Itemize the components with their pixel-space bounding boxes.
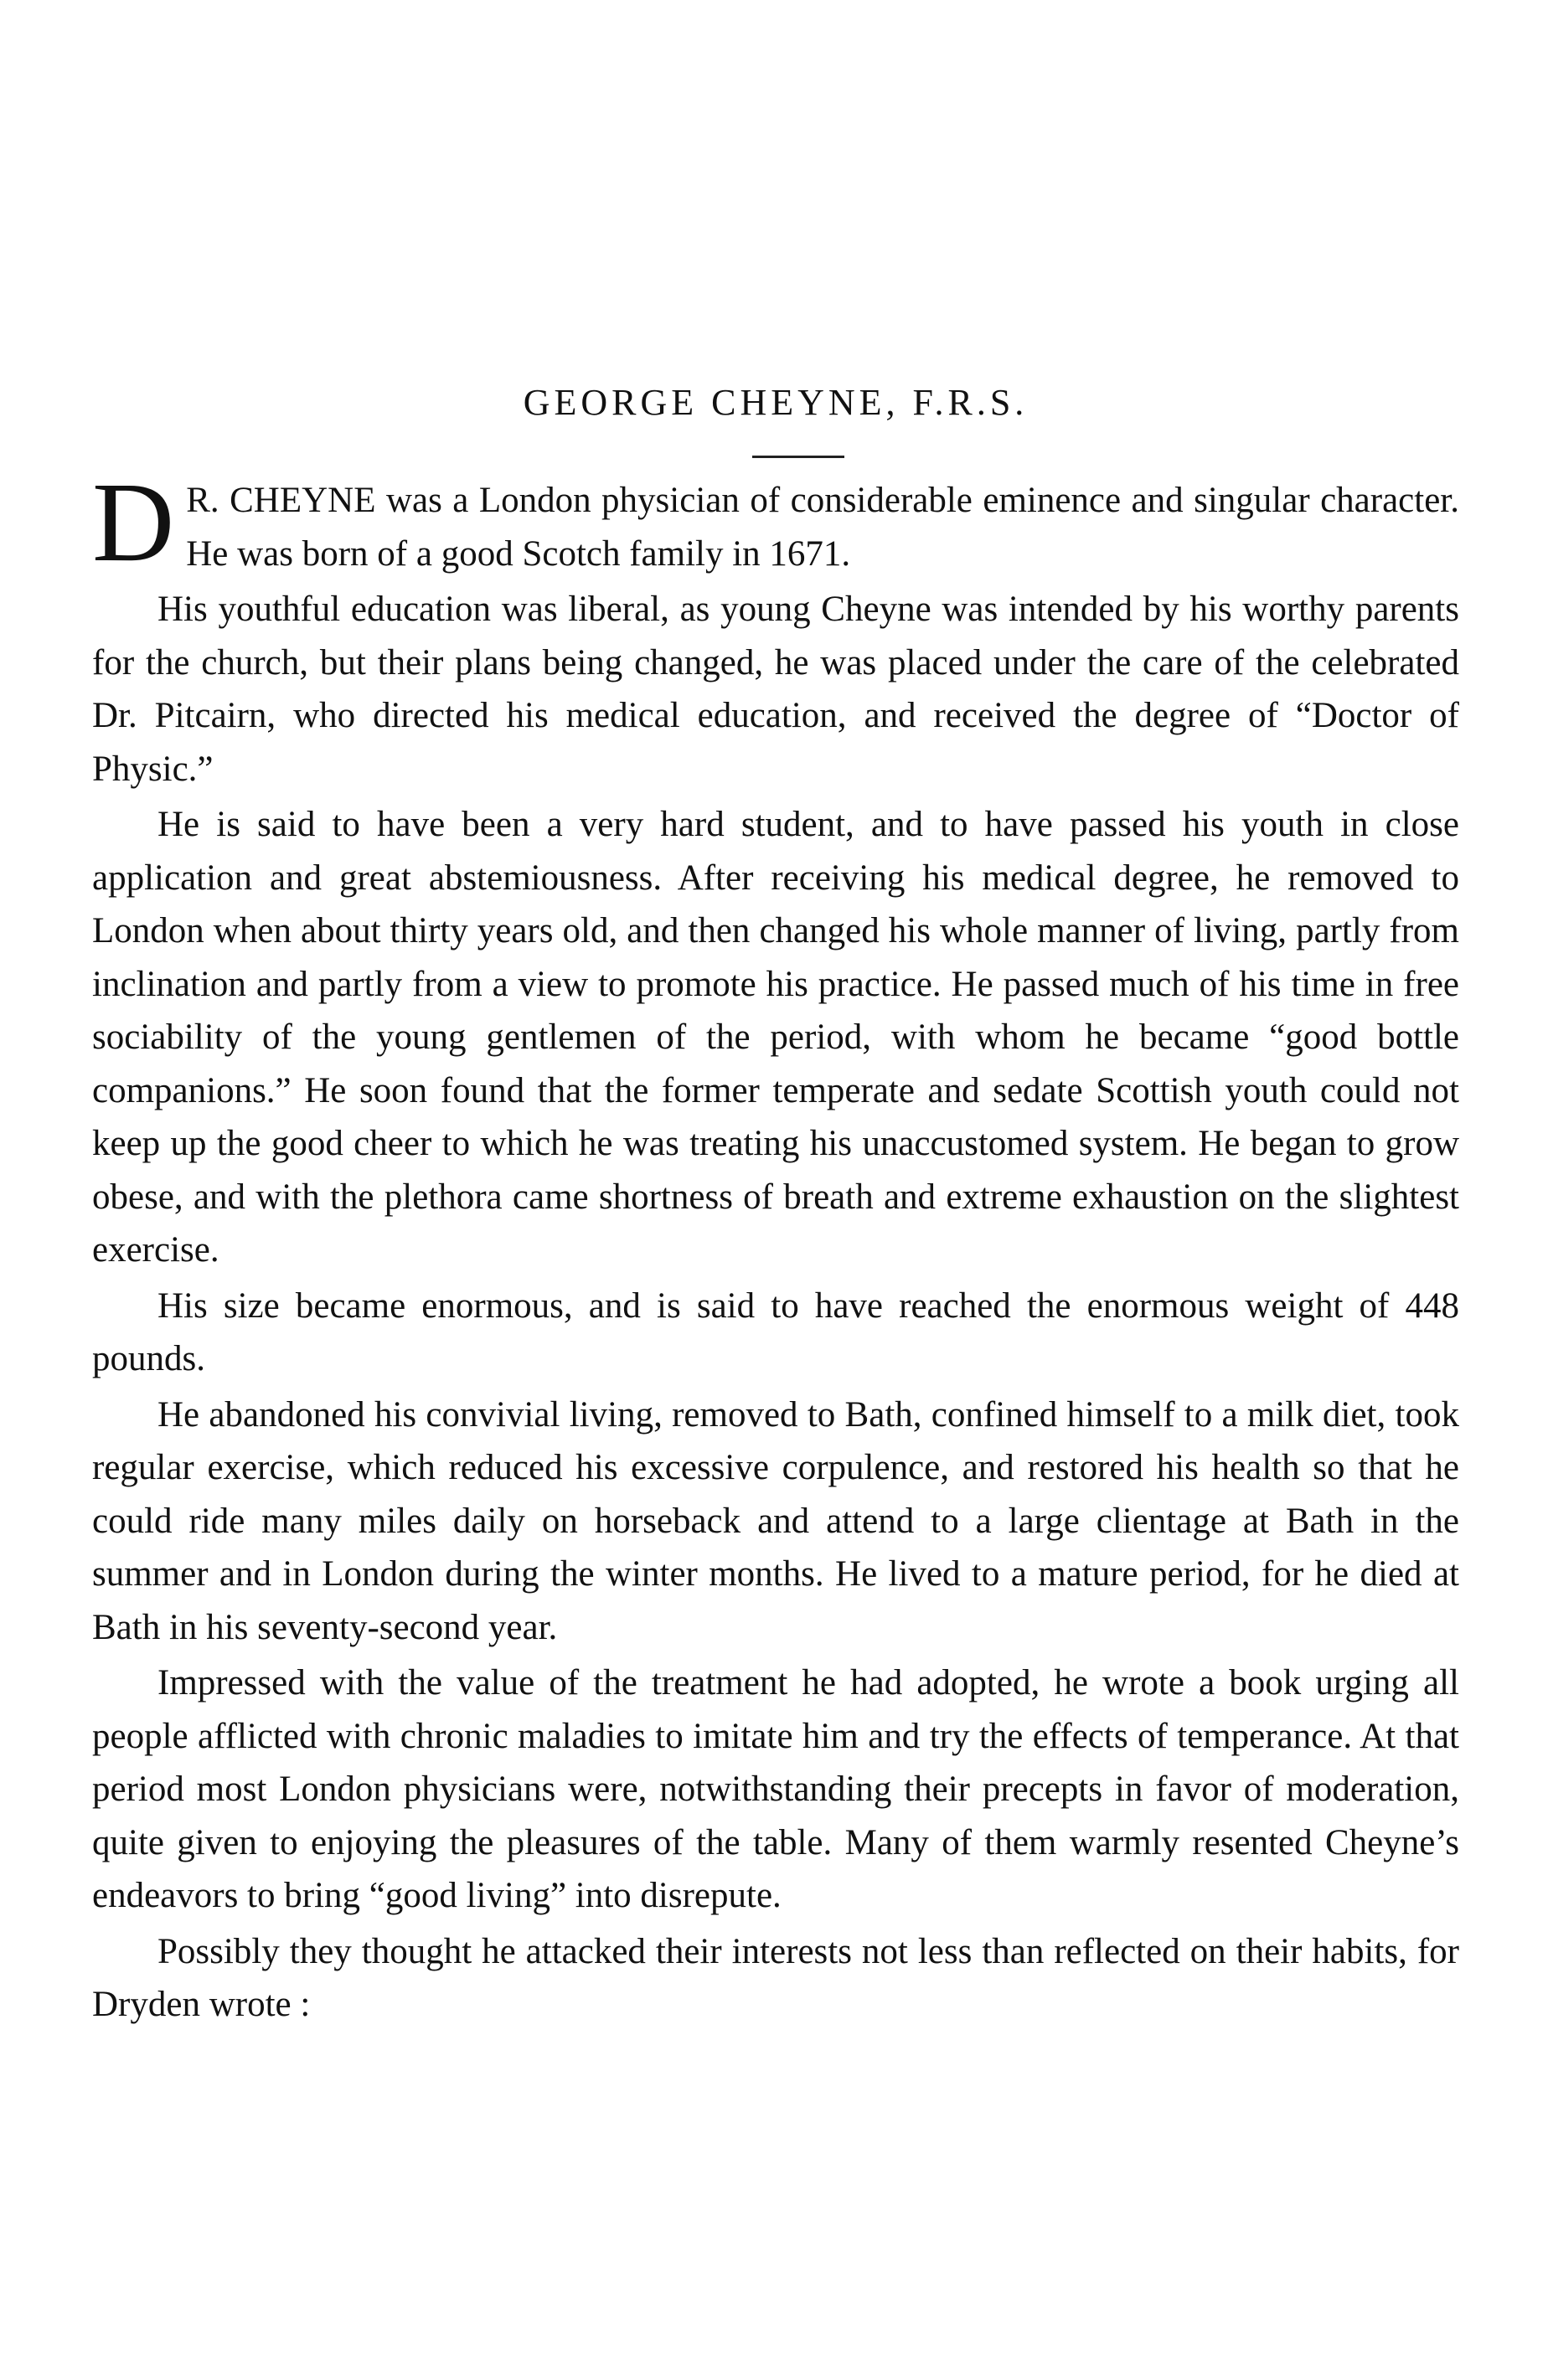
page-title: GEORGE CHEYNE, F.R.S.: [523, 382, 1029, 423]
paragraph-4: His size became enormous, and is said to have reached the enormous weight of 448 pounds.: [92, 1285, 1459, 1378]
paragraph-2: His youthful education was liberal, as young Cheyne was intended by his worthy parents for the church, but their plans being changed, he was placed under the care of the celebrated Dr. Pitcairn, who directed his medical education, and received the degree of “Doctor of Physic.”: [92, 590, 1459, 789]
paragraph-7: Possibly they thought he attacked their interests not less than reflected on their habits, for Dryden wrote :: [92, 1931, 1459, 2024]
paragraph-5: He abandoned his convivial living, removed to Bath, confined himself to a milk diet, took regular exercise, which reduced his excessive corpulence, and restored his health so that he could ride many miles daily on horseback and attend to a large clientage at Bath in the summer and in London during the winter months. He lived to a mature period, for he died at Bath in his seventy-second year.: [92, 1394, 1459, 1647]
paragraph-1-text: R. CHEYNE was a London physician of considerable eminence and singular character. He was born of a good Scotch family in 1671.: [186, 481, 1459, 574]
paragraph-3: He is said to have been a very hard student, and to have passed his youth in close application and great abstemiousness. After receiving his medical degree, he removed to London when about thirty years old, and then changed his whole manner of living, partly from inclination and partly from a view to promote his practice. He passed much of his time in free sociability of the young gentlemen of the period, with whom he became “good bottle companions.” He soon found that the former temperate and sedate Scottish youth could not keep up the good cheer to which he was treating his unaccustomed system. He began to grow obese, and with the plethora came shortness of breath and extreme exhaustion on the slightest exercise.: [92, 805, 1459, 1270]
drop-cap: D: [92, 460, 175, 585]
title-rule: [752, 456, 844, 458]
paragraph-6: Impressed with the value of the treatment he had adopted, he wrote a book urging all people afflicted with chronic maladies to imitate him and try the effects of temperance. At that period most London physicians were, notwithstanding their precepts in favor of moderation, quite given to enjoying the pleasures of the table. Many of them warmly resented Cheyne’s endeavors to bring “good living” into disrepute.: [92, 1663, 1459, 1915]
paragraph-1: [92, 460, 1459, 585]
body-text: [92, 460, 1459, 2032]
